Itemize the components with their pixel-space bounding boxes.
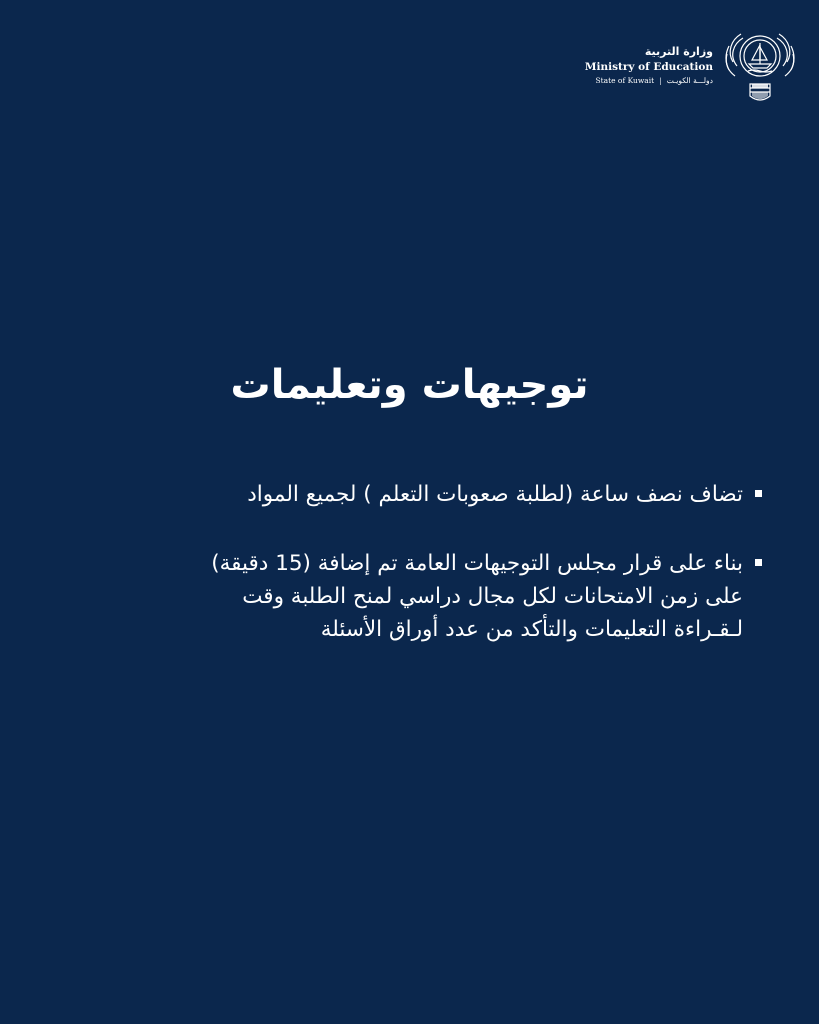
bullet-text-line: على زمن الامتحانات لكل مجال دراسي لمنح الطلبة وقت: [242, 584, 743, 609]
kuwait-emblem-icon: [723, 26, 797, 106]
page-title: توجيهات وتعليمات: [230, 362, 589, 408]
ministry-name-block: [585, 46, 713, 85]
instructions-list: [53, 478, 743, 682]
bullet-text-line: لـقـراءة التعليمات والتأكد من عدد أوراق الأسئلة: [320, 617, 743, 642]
state-line: [595, 77, 713, 86]
bullet-text-line: تضاف نصف ساعة (لطلبة صعوبات التعلم ) لجميع المواد: [247, 482, 743, 507]
list-item: [53, 478, 743, 511]
list-item: [53, 547, 743, 646]
state-name-arabic: دولـــة الكويـت: [666, 76, 713, 86]
state-name-english: State of Kuwait: [595, 76, 655, 86]
bullet-square-icon: [755, 559, 762, 566]
state-separator: |: [659, 76, 662, 86]
ministry-header: [585, 26, 797, 106]
ministry-name-english: Ministry of Education: [584, 60, 713, 73]
ministry-name-arabic: وزارة التربية: [644, 45, 713, 59]
bullet-square-icon: [755, 490, 762, 497]
bullet-text-line: بناء على قرار مجلس التوجيهات العامة تم إضافة (15 دقيقة): [211, 551, 743, 576]
